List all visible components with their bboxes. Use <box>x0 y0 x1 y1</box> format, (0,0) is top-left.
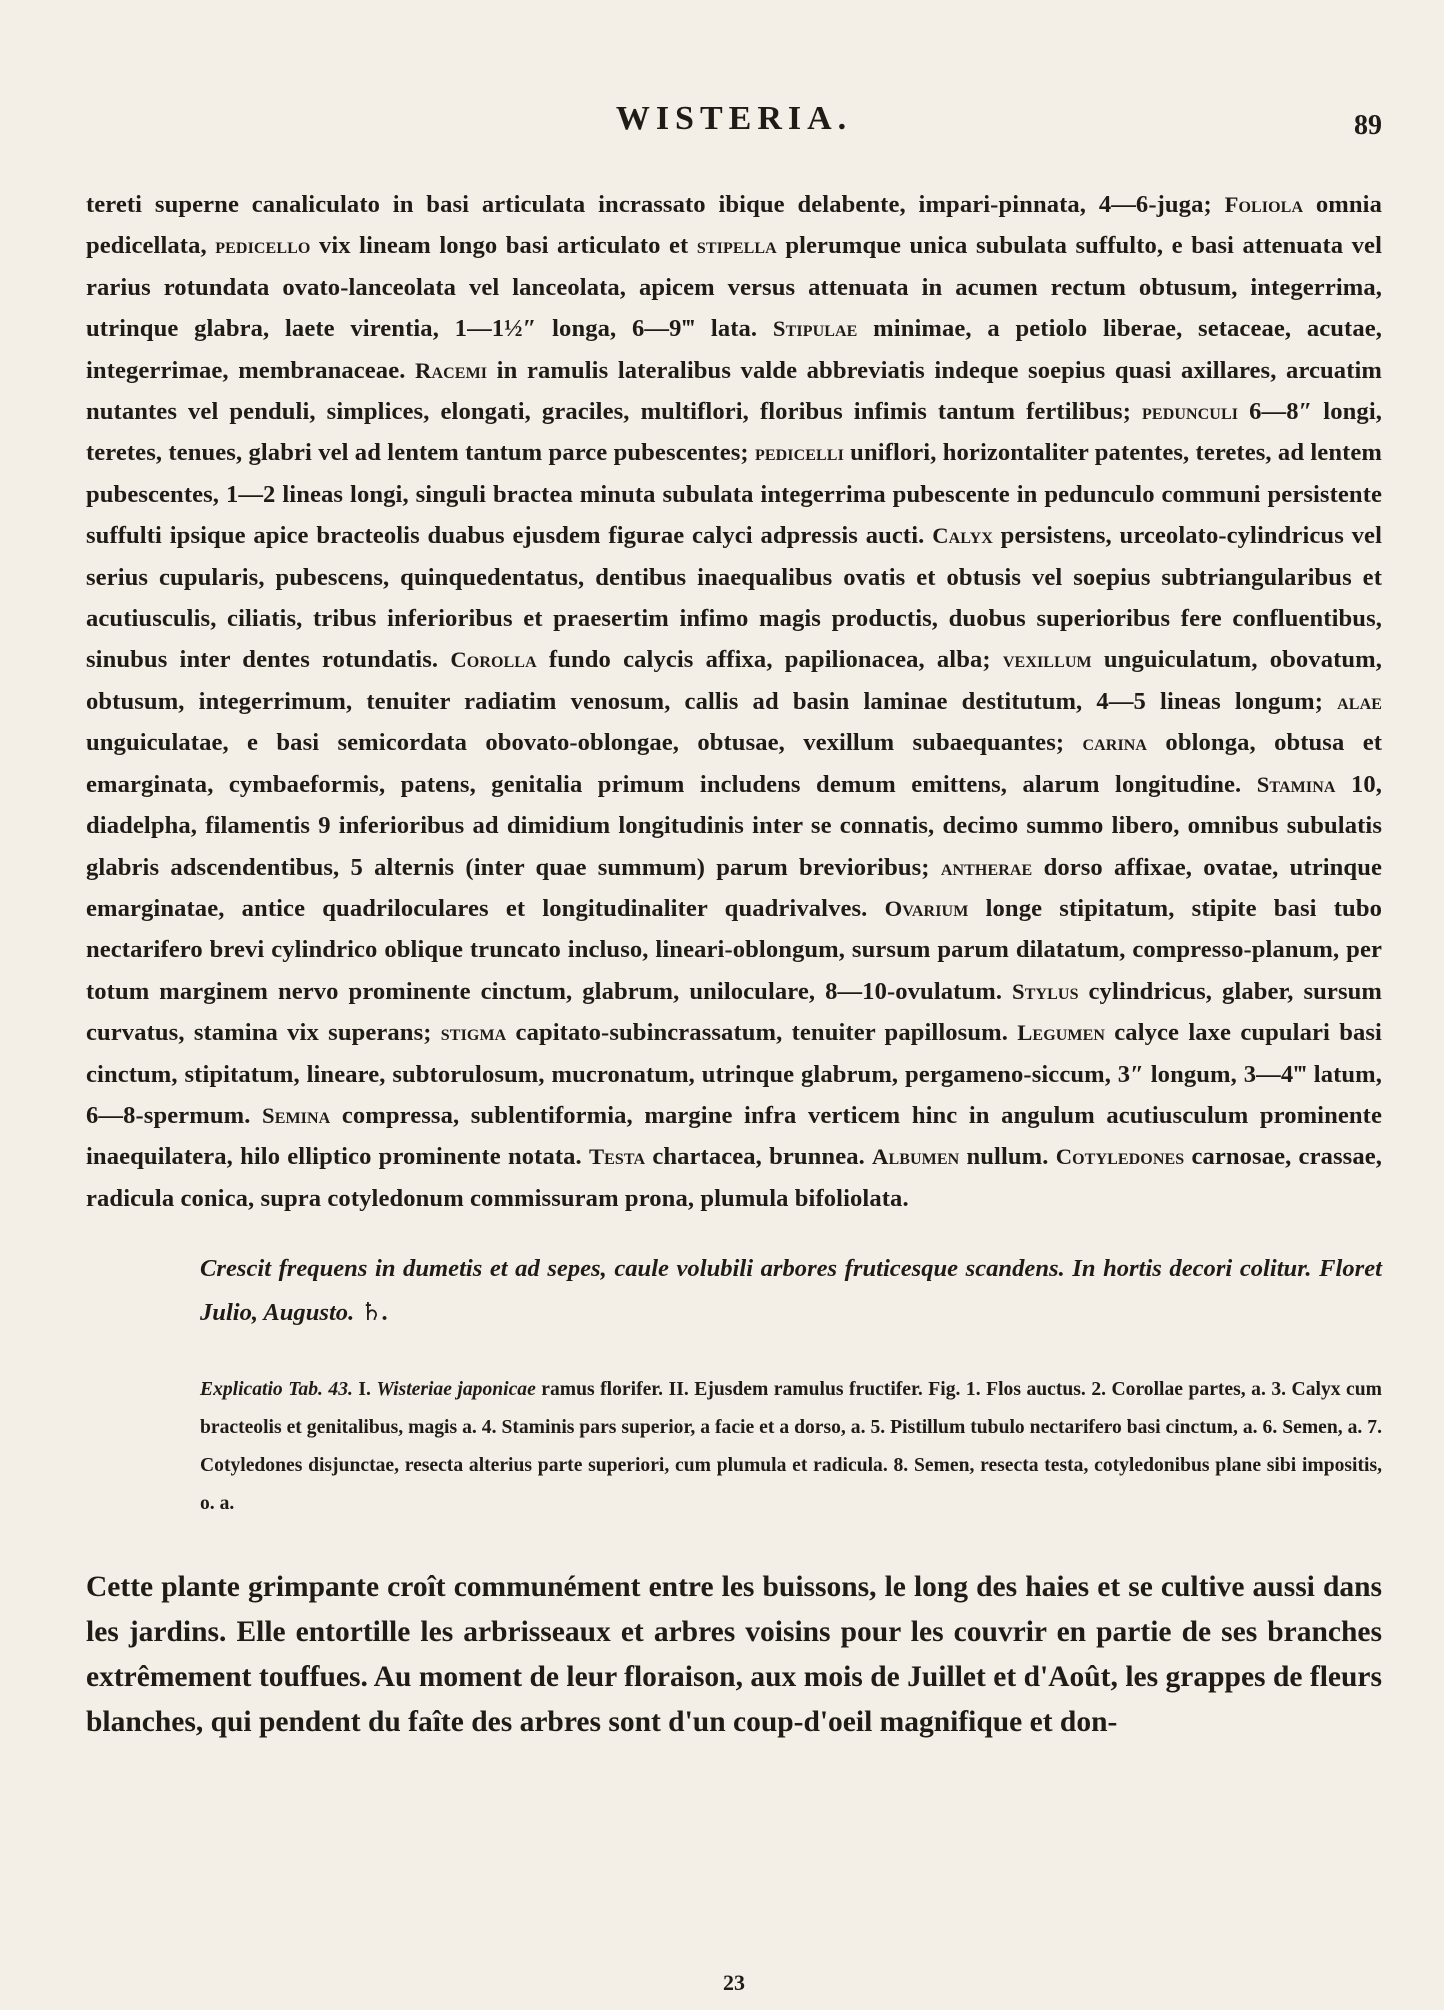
text-run: omnia pedicellata, <box>86 191 1382 260</box>
term-stylus: Stylus <box>1012 978 1079 1004</box>
text-run: capitato-subincrassatum, tenuiter papillosum. <box>506 1019 1018 1047</box>
term-racemi: Racemi <box>415 357 488 383</box>
text-run: chartacea, brunnea. <box>645 1143 873 1171</box>
text-run: unguiculatum, obovatum, obtusum, integerrimum, tenuiter radiatim venosum, callis ad basin laminae destitutum, 4—5 lineas longum; <box>86 646 1382 715</box>
term-pedicello: pedicello <box>215 233 311 259</box>
term-antherae: antherae <box>940 854 1033 880</box>
text-run: compressa, sublentiformia, margine infra verticem hinc in angulum acutiusculum prominente inaequilatera, hilo elliptico prominente notata. <box>86 1101 1382 1171</box>
term-stipella: stipella <box>696 233 777 259</box>
term-albumen: Albumen <box>872 1144 960 1170</box>
text-run: plerumque unica subulata suffulto, e basi attenuata vel rarius rotundata ovato-lanceolata vel lanceolata, apicem versus attenuata in acumen rectum obtusum, integerrima, utrinque glabra, laete virentia, 1—1½″ longa, 6—9‴ lata. <box>86 232 1383 343</box>
term-ovarium: Ovarium <box>884 895 969 921</box>
text-run: I. <box>352 1379 377 1401</box>
text-run: carnosae, crassae, radicula conica, supra cotyledonum commissuram prona, plumula bifoliolata. <box>86 1143 1382 1212</box>
plate-explanation <box>200 1371 1382 1523</box>
running-head <box>86 86 1382 146</box>
term-stamina: Stamina <box>1256 771 1336 797</box>
text-run: minimae, a petiolo liberae, setaceae, acutae, integerrimae, membranaceae. <box>86 315 1382 384</box>
page-number: 89 <box>1354 110 1382 141</box>
printer-signature: 23 <box>723 1970 745 1995</box>
explanation-lead: Explicatio Tab. 43. <box>200 1379 353 1401</box>
text-run: vix lineam longo basi articulato et <box>310 232 697 260</box>
term-semina: Semina <box>262 1102 331 1128</box>
term-corolla: Corolla <box>450 647 537 673</box>
term-testa: Testa <box>588 1144 646 1170</box>
term-cotyledones: Cotyledones <box>1055 1144 1185 1170</box>
species-name: Wisteriae japonicae <box>376 1379 536 1401</box>
term-pedunculi: pedunculi <box>1142 399 1239 425</box>
text-run: 6—8″ longi, teretes, tenues, glabri vel ad lentem tantum parce pubescentes; <box>86 398 1382 467</box>
description-paragraph <box>86 184 1382 1219</box>
term-calyx: Calyx <box>932 523 993 549</box>
text-run: fundo calycis affixa, papilionacea, alba; <box>536 646 1003 674</box>
term-stipulae: Stipulae <box>772 316 858 342</box>
text-run: calyce laxe cupulari basi cinctum, stipitatum, lineare, subtorulosum, mucronatum, utrinque glabrum, pergameno-siccum, 3″ longum, 3—4‴ latum, 6—8-spermum. <box>86 1019 1382 1129</box>
botanical-description <box>86 184 1382 1219</box>
text-run: ramus florifer. II. Ejusdem ramulus fructifer. Fig. 1. Flos auctus. 2. Corollae partes, a. 3. Calyx cum bracteolis et genitalibus, magis a. 4. Staminis pars superior, a facie et a dorso, a. 5. Pistillum tubulo nectarifero basi cinctum, a. 6. Semen, a. 7. Cotyledones disjunctae, resecta alterius parte superiori, cum plumula et radicula. 8. Semen, resecta testa, cotyledonibus plane sibi impositis, o. a. <box>200 1379 1382 1515</box>
text-run: nullum. <box>959 1143 1056 1171</box>
term-legumen: Legumen <box>1017 1020 1106 1046</box>
explanation-paragraph <box>200 1371 1382 1523</box>
text-run: unguiculatae, e basi semicordata obovato-oblongae, obtusae, vexillum subaequantes; <box>86 729 1083 757</box>
habitat-text: Crescit frequens in dumetis et ad sepes, caule volubili arbores fruticesque scandens. In hortis decori colitur. Floret Julio, Augusto. ♄. <box>200 1255 1382 1327</box>
text-run: 10, diadelpha, filamentis 9 inferioribus ad dimidium longitudinis inter se connatis, decimo summo libero, omnibus subulatis glabris adscendentibus, 5 alternis (inter quae summum) parum brevioribus; <box>86 770 1382 881</box>
text-run: dorso affixae, ovatae, utrinque emarginatae, antice quadriloculares et longitudinaliter quadrivalves. <box>86 853 1383 922</box>
text-run: uniflori, horizontaliter patentes, teretes, ad lentem pubescentes, 1—2 lineas longi, singuli bractea minuta subulata integerrima pubescente in pedunculo communi persistente suffulti ipsique apice bracteolis duabus ejusdem figurae calyci adpressis aucti. <box>86 439 1382 550</box>
term-stigma: stigma <box>440 1020 507 1046</box>
french-text <box>86 1565 1382 1745</box>
term-foliola: Foliola <box>1224 192 1304 217</box>
page-title: WISTERIA. <box>615 100 853 137</box>
book-page <box>86 86 1382 1996</box>
text-run: tereti superne canaliculato in basi articulata incrassato ibique delabente, impari-pinnata, 4—6-juga; <box>86 191 1225 218</box>
text-run: in ramulis lateralibus valde abbreviatis indeque soepius quasi axillares, arcuatim nutantes vel penduli, simplices, elongati, graciles, multiflori, floribus infimis tantum fertilibus; <box>86 356 1383 426</box>
text-run: cylindricus, glaber, sursum curvatus, stamina vix superans; <box>86 977 1382 1047</box>
term-vexillum: vexillum <box>1002 647 1092 673</box>
french-paragraph: Cette plante grimpante croît communément entre les buissons, le long des haies et se cultive aussi dans les jardins. Elle entortille les arbrisseaux et arbres voisins pour les couvrir en partie de ses branches extrêmement touffues. Au moment de leur floraison, aux mois de Juillet et d'Août, les grappes de fleurs blanches, qui pendent du faîte des arbres sont d'un coup-d'oeil magnifique et don- <box>86 1571 1382 1739</box>
term-pedicelli: pedicelli <box>754 440 844 466</box>
text-run: persistens, urceolato-cylindricus vel serius cupularis, pubescens, quinquedentatus, dentibus inaequalibus ovatis et obtusis vel soepius subtriangularibus et acutiusculis, ciliatis, tribus inferioribus et praesertim infimo magis productis, duobus superioribus fere confluentibus, sinubus inter dentes rotundatis. <box>86 522 1382 674</box>
text-run: longe stipitatum, stipite basi tubo nectarifero brevi cylindrico oblique truncato incluso, lineari-oblongum, sursum parum dilatatum, compresso-planum, per totum marginem nervo prominente cinctum, glabrum, uniloculare, 8—10-ovulatum. <box>86 894 1382 1005</box>
term-carina: carina <box>1082 730 1148 756</box>
term-alae: alae <box>1337 688 1382 714</box>
text-run: oblonga, obtusa et emarginata, cymbaeformis, patens, genitalia primum includens demum emittens, alarum longitudine. <box>86 729 1383 798</box>
habitat-note <box>200 1247 1382 1335</box>
